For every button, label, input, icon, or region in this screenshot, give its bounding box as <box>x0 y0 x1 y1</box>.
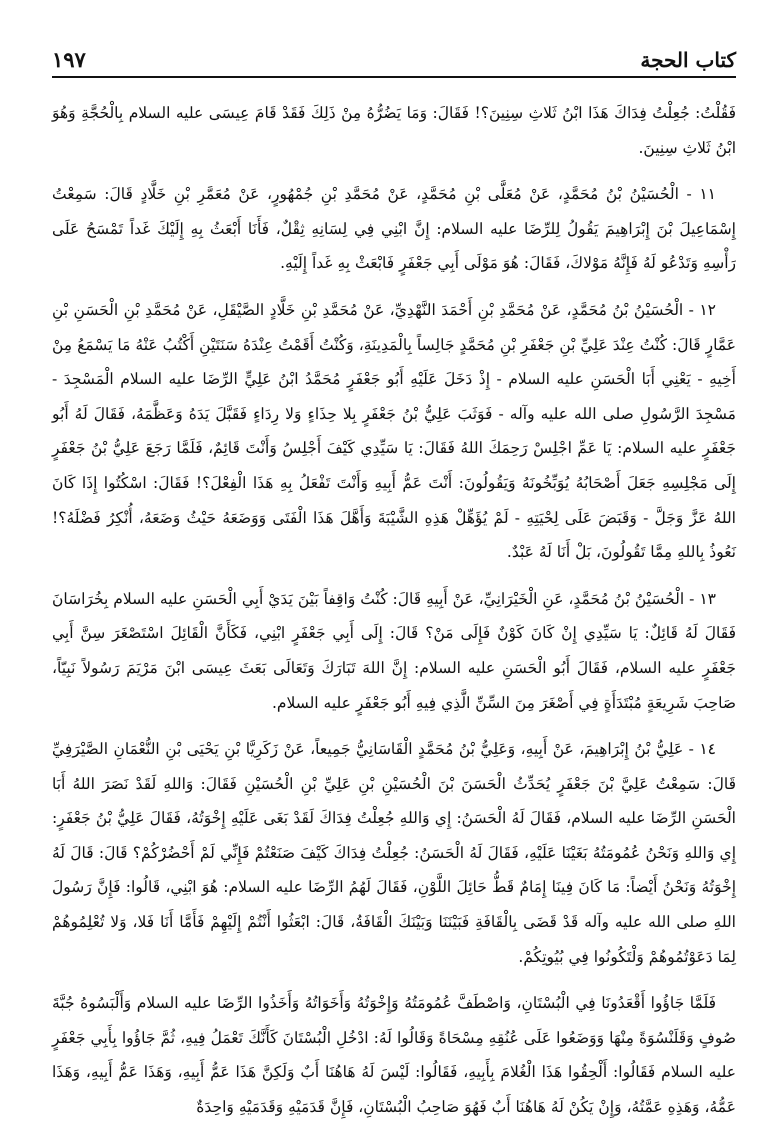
hadith-11: ١١ - الْحُسَيْنُ بْنُ مُحَمَّدٍ، عَنْ مُعَلَّى بْنِ مُحَمَّدٍ، عَنْ مُحَمَّدِ بْنِ جُمْهُورٍ، عَنْ مُعَمَّرِ بْنِ خَلَّادٍ قَالَ: سَمِعْتُ إِسْمَاعِيلَ بْنَ إِبْرَاهِيمَ يَقُولُ لِلرِّضَا عليه السلام: إِنَّ ابْنِي فِي لِسَانِهِ ثِقْلٌ، فَأَنَا أَبْعَثُ بِهِ إِلَيْكَ غَداً تَمْسَحُ عَلَى رَأْسِهِ وَتَدْعُو لَهُ فَإِنَّهُ مَوْلاكَ، فَقَالَ: هُوَ مَوْلَى أَبِي جَعْفَرٍ فَابْعَثْ بِهِ غَداً إِلَيْهِ. <box>52 185 736 273</box>
page-header <box>52 38 736 72</box>
hadith-13: ١٣ - الْحُسَيْنُ بْنُ مُحَمَّدٍ، عَنِ الْخَيْرَانِيِّ، عَنْ أَبِيهِ قَالَ: كُنْتُ وَاقِفاً بَيْنَ يَدَيْ أَبِي الْحَسَنِ عليه السلام بِخُرَاسَانَ فَقَالَ لَهُ قَائِلٌ: يَا سَيِّدِي إِنْ كَانَ كَوْنٌ فَإِلَى مَنْ؟ قَالَ: إِلَى أَبِي جَعْفَرٍ ابْنِي، فَكَأَنَّ الْقَائِلَ اسْتَصْغَرَ سِنَّ أَبِي جَعْفَرٍ عليه السلام، فَقَالَ أَبُو الْحَسَنِ عليه السلام: إِنَّ اللهَ تَبَارَكَ وَتَعَالَى بَعَثَ عِيسَى ابْنَ مَرْيَمَ رَسُولاً نَبِيّاً، صَاحِبَ شَرِيعَةٍ مُبْتَدَأَةٍ فِي أَصْغَرَ مِنَ السِّنِّ الَّذِي فِيهِ أَبُو جَعْفَرٍ عليه السلام. <box>52 589 736 712</box>
book-title: كتاب الحجة <box>640 48 736 72</box>
hadith-12: ١٢ - الْحُسَيْنُ بْنُ مُحَمَّدٍ، عَنْ مُحَمَّدِ بْنِ أَحْمَدَ النَّهْدِيِّ، عَنْ مُحَمَّدِ بْنِ خَلَّادٍ الصَّيْقَلِ، عَنْ مُحَمَّدِ بْنِ الْحَسَنِ بْنِ عَمَّارٍ قَالَ: كُنْتُ عِنْدَ عَلِيِّ بْنِ جَعْفَرِ بْنِ مُحَمَّدٍ جَالِساً بِالْمَدِينَةِ، وَكُنْتُ أَقَمْتُ عِنْدَهُ سَنَتَيْنِ أَكْتُبُ عَنْهُ مَا يَسْمَعُ مِنْ أَخِيهِ - يَعْنِي أَبَا الْحَسَنِ عليه السلام - إِذْ دَخَلَ عَلَيْهِ أَبُو جَعْفَرٍ مُحَمَّدُ ابْنُ عَلِيٍّ الرِّضَا عليه السلام الْمَسْجِدَ - مَسْجِدَ الرَّسُولِ صلى الله عليه وآله - فَوَثَبَ عَلِيُّ بْنُ جَعْفَرٍ بِلا حِذَاءٍ وَلا رِدَاءٍ فَقَبَّلَ يَدَهُ وَعَظَّمَهُ، فَقَالَ لَهُ أَبُو جَعْفَرٍ عليه السلام: يَا عَمِّ اجْلِسْ رَحِمَكَ اللهُ فَقَالَ: يَا سَيِّدِي كَيْفَ أَجْلِسُ وَأَنْتَ قَائِمٌ، فَلَمَّا رَجَعَ عَلِيُّ بْنُ جَعْفَرٍ إِلَى مَجْلِسِهِ جَعَلَ أَصْحَابُهُ يُوَبِّخُونَهُ وَيَقُولُونَ: أَنْتَ عَمُّ أَبِيهِ وَأَنْتَ تَفْعَلُ بِهِ هَذَا الْفِعْلَ؟! فَقَالَ: اسْكُتُوا إِذَا كَانَ اللهُ عَزَّ وَجَلَّ - وَقَبَضَ عَلَى لِحْيَتِهِ - لَمْ يُؤَهِّلْ هَذِهِ الشَّيْبَةَ وَأَهَّلَ هَذَا الْفَتَى وَوَضَعَهُ حَيْثُ وَضَعَهُ، أُنْكِرُ فَضْلَهُ؟! نَعُوذُ بِاللهِ مِمَّا تَقُولُونَ، بَلْ أَنَا لَهُ عَبْدٌ. <box>52 300 736 562</box>
page-body <box>52 96 736 1125</box>
page-number: ١٩٧ <box>52 47 86 72</box>
header-rule <box>52 76 736 78</box>
paragraph-continuation: فَقُلْتُ: جُعِلْتُ فِدَاكَ هَذَا ابْنُ ثَلاثِ سِنِينَ؟! فَقَالَ: وَمَا يَضُرُّهُ مِنْ ذَلِكَ فَقَدْ قَامَ عِيسَى عليه السلام بِالْحُجَّةِ وَهُوَ ابْنُ ثَلاثِ سِنِينَ. <box>52 104 736 157</box>
hadith-14: ١٤ - عَلِيُّ بْنُ إِبْرَاهِيمَ، عَنْ أَبِيهِ، وَعَلِيُّ بْنُ مُحَمَّدٍ الْقَاسَانِيُّ جَمِيعاً، عَنْ زَكَرِيَّا بْنِ يَحْيَى بْنِ النُّعْمَانِ الصَّيْرَفِيِّ قَالَ: سَمِعْتُ عَلِيَّ بْنَ جَعْفَرٍ يُحَدِّثُ الْحَسَنَ بْنَ الْحُسَيْنِ بْنِ عَلِيِّ بْنِ الْحُسَيْنِ فَقَالَ: وَاللهِ لَقَدْ نَصَرَ اللهُ أَبَا الْحَسَنِ الرِّضَا عليه السلام، فَقَالَ لَهُ الْحَسَنُ: إِي وَاللهِ جُعِلْتُ فِدَاكَ لَقَدْ بَغَى عَلَيْهِ إِخْوَتُهُ، فَقَالَ عَلِيُّ بْنُ جَعْفَرٍ: إِي وَاللهِ وَنَحْنُ عُمُومَتُهُ بَغَيْنَا عَلَيْهِ، فَقَالَ لَهُ الْحَسَنُ: جُعِلْتُ فِدَاكَ كَيْفَ صَنَعْتُمْ فَإِنِّي لَمْ أَحْضُرْكُمْ؟ قَالَ: قَالَ لَهُ إِخْوَتُهُ وَنَحْنُ أَيْضاً: مَا كَانَ فِينَا إِمَامٌ قَطُّ حَائِلَ اللَّوْنِ، فَقَالَ لَهُمُ الرِّضَا عليه السلام: هُوَ ابْنِي، قَالُوا: فَإِنَّ رَسُولَ اللهِ صلى الله عليه وآله قَدْ قَضَى بِالْقَافَةِ فَبَيْنَنَا وَبَيْنَكَ الْقَافَةُ، قَالَ: ابْعَثُوا أَنْتُمْ إِلَيْهِمْ فَأَمَّا أَنَا فَلا، وَلا تُعْلِمُوهُمْ لِمَا دَعَوْتُمُوهُمْ وَلْتَكُونُوا فِي بُيُوتِكُمْ. <box>52 740 736 966</box>
hadith-14-continued: فَلَمَّا جَاؤُوا أَقْعَدُونَا فِي الْبُسْتَانِ، وَاصْطَفَّ عُمُومَتُهُ وَإِخْوَتُهُ وَأَخَوَاتُهُ وَأَخَذُوا الرِّضَا عليه السلام وَأَلْبَسُوهُ جُبَّةَ صُوفٍ وَقَلَنْسُوَةً مِنْهَا وَوَضَعُوا عَلَى عُنُقِهِ مِسْحَاةً وَقَالُوا لَهُ: ادْخُلِ الْبُسْتَانَ كَأَنَّكَ تَعْمَلُ فِيهِ، ثُمَّ جَاؤُوا بِأَبِي جَعْفَرٍ عليه السلام فَقَالُوا: أَلْحِقُوا هَذَا الْغُلامَ بِأَبِيهِ، فَقَالُوا: لَيْسَ لَهُ هَاهُنَا أَبٌ وَلَكِنَّ هَذَا عَمُّ أَبِيهِ، وَهَذَا عَمُّ أَبِيهِ، وَهَذَا عَمُّهُ، وَهَذِهِ عَمَّتُهُ، وَإِنْ يَكُنْ لَهُ هَاهُنَا أَبٌ فَهُوَ صَاحِبُ الْبُسْتَانِ، فَإِنَّ قَدَمَيْهِ وَقَدَمَيْهِ وَاحِدَةٌ <box>52 994 736 1117</box>
